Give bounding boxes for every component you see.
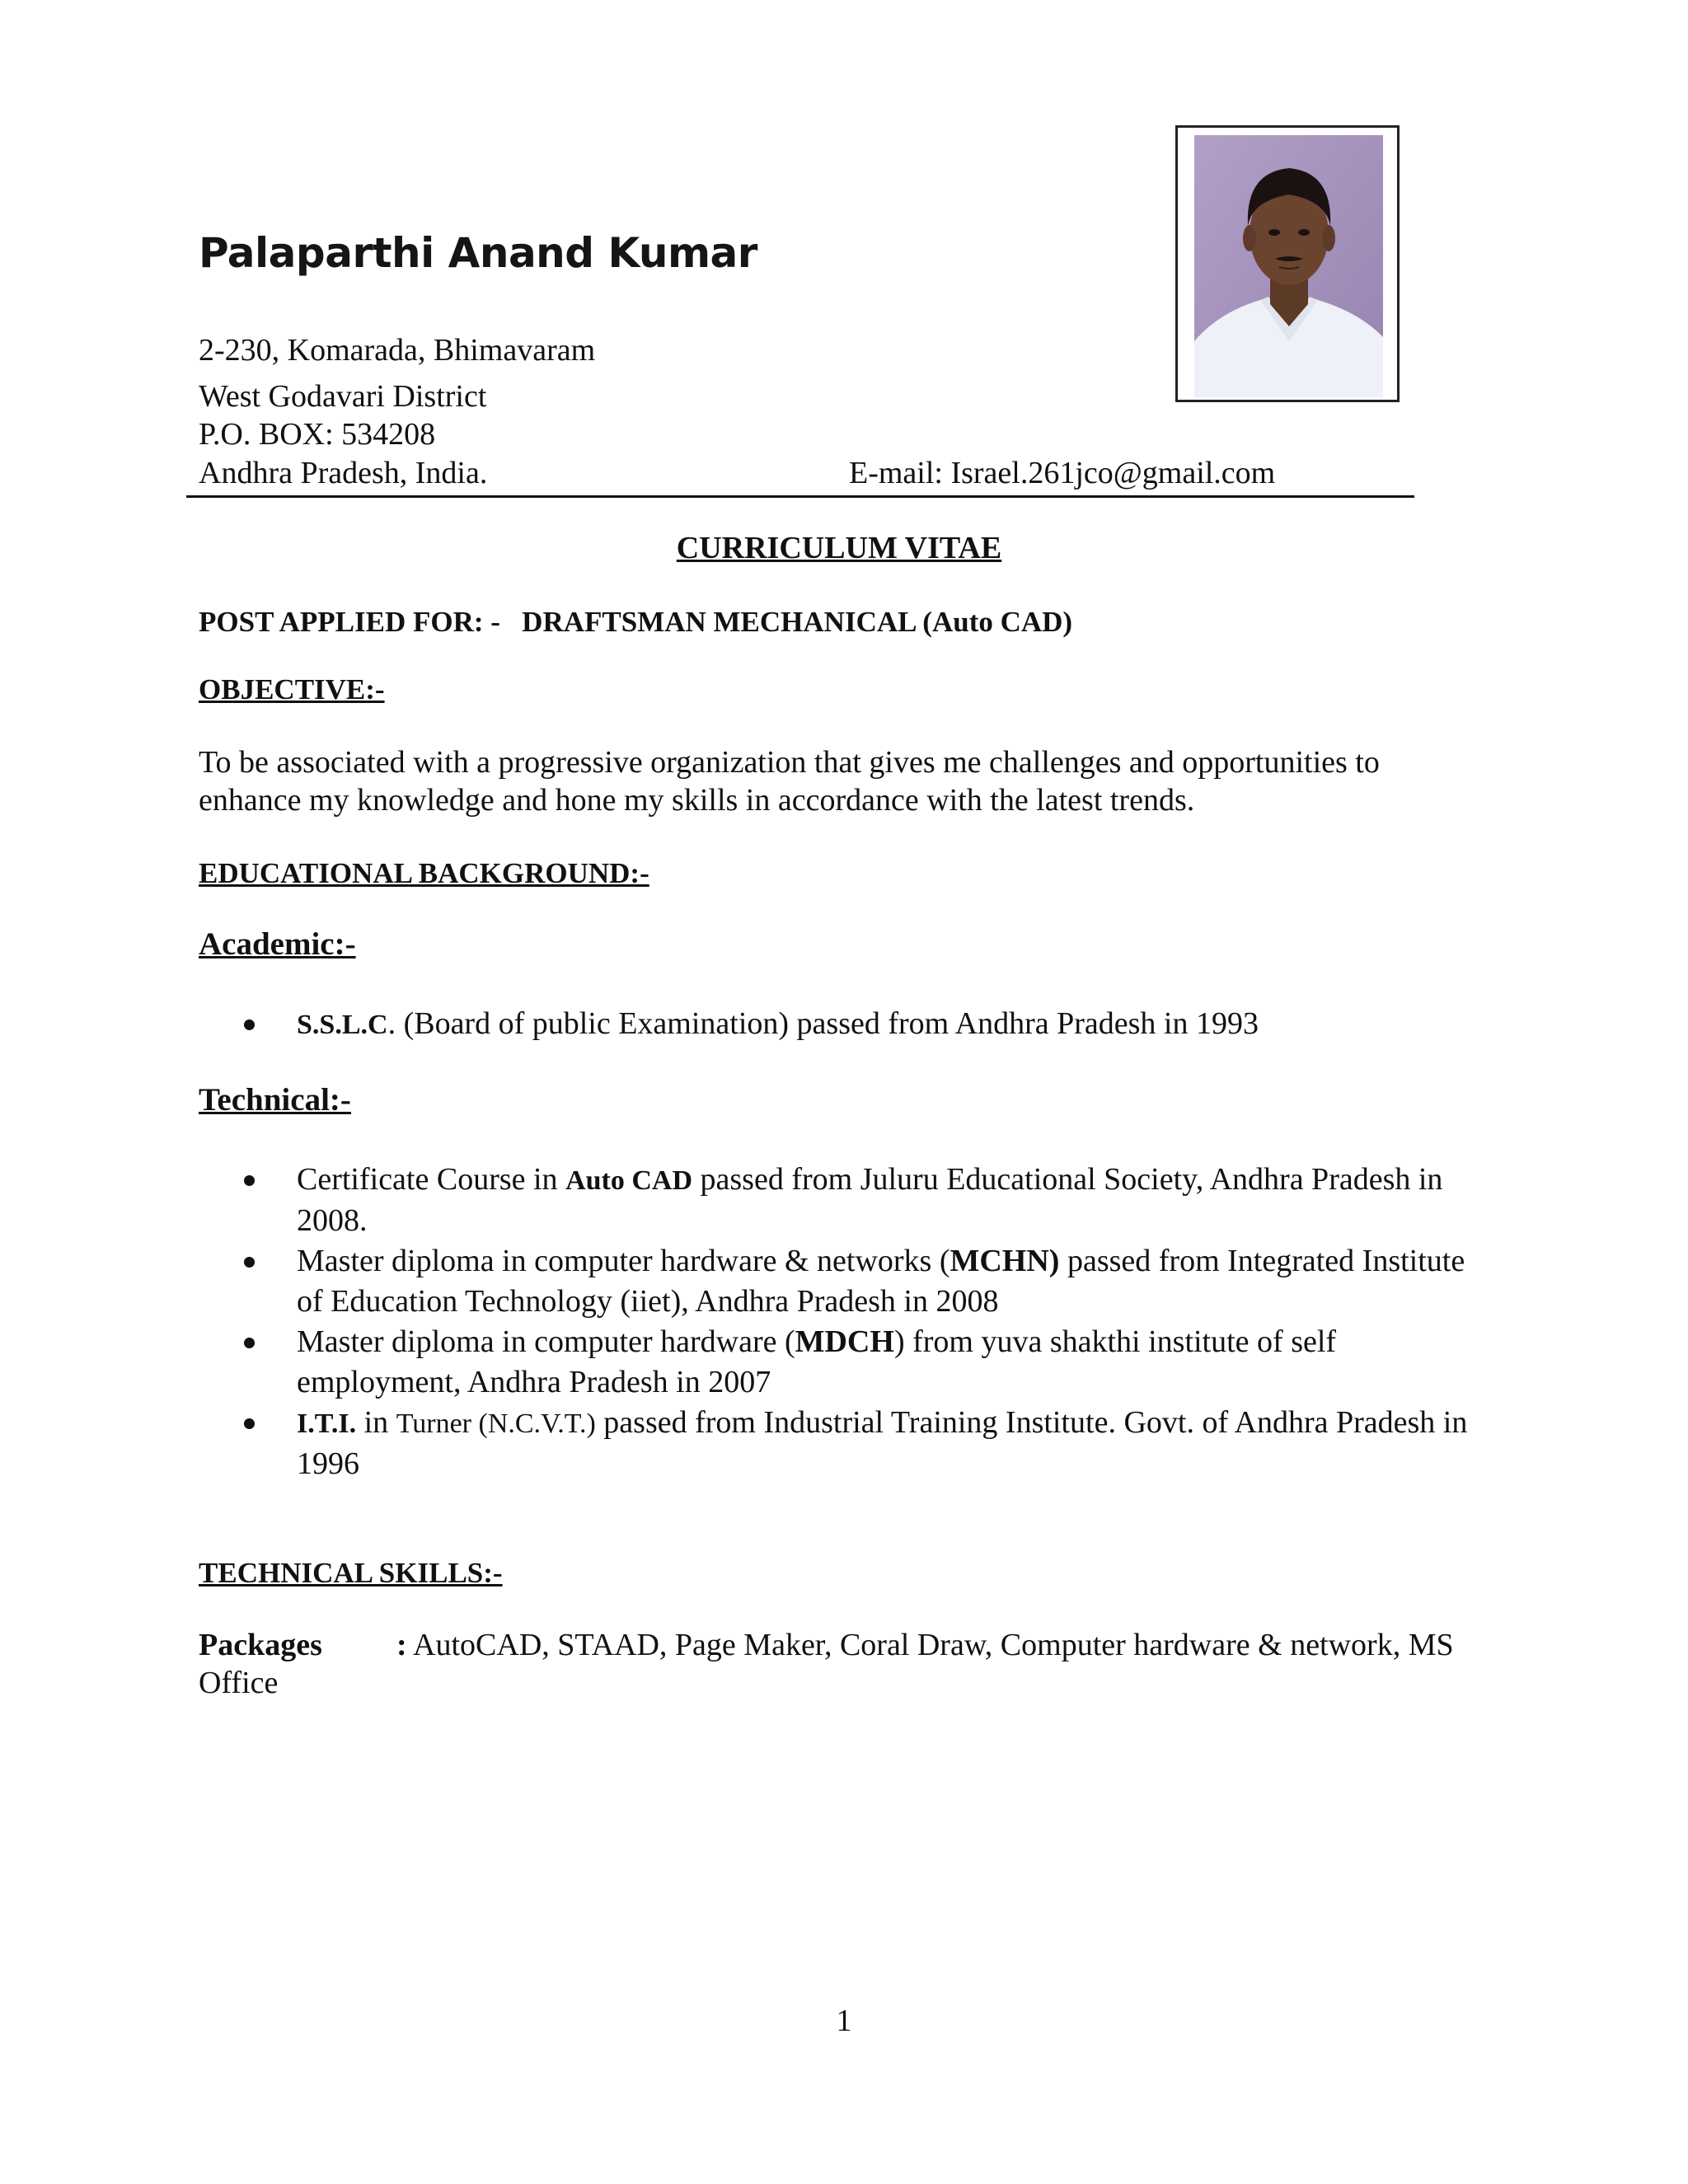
packages-separator: :	[396, 1628, 407, 1662]
address-line-1: 2-230, Komarada, Bhimavaram	[199, 333, 596, 368]
item-text: Master diploma in computer hardware & networks (	[297, 1244, 950, 1278]
list-item	[244, 1403, 1497, 1484]
item-bold: MDCH	[795, 1324, 894, 1359]
portrait-illustration	[1194, 135, 1383, 397]
packages-label: Packages	[199, 1628, 322, 1662]
page-number: 1	[836, 2004, 852, 2038]
post-value: DRAFTSMAN MECHANICAL (Auto CAD)	[522, 606, 1073, 638]
item-bold: I.T.I.	[297, 1408, 357, 1439]
packages-value: AutoCAD, STAAD, Page Maker, Coral Draw, Computer hardware & network, MS Office	[199, 1628, 1454, 1700]
list-item	[244, 1322, 1497, 1403]
education-heading: EDUCATIONAL BACKGROUND:-	[199, 857, 649, 889]
skills-heading: TECHNICAL SKILLS:-	[199, 1557, 503, 1589]
document-title-text: CURRICULUM VITAE	[676, 531, 1002, 565]
bullet-dot-icon	[244, 1019, 255, 1030]
email-address[interactable]: E-mail: Israel.261jco@gmail.com	[849, 456, 1276, 490]
item-text: passed from Integrated Institute of Education Technology (iiet), Andhra Pradesh in 2008	[297, 1244, 1465, 1319]
candidate-name: Palaparthi Anand Kumar	[199, 229, 757, 277]
post-applied	[199, 604, 1072, 640]
bullet-dot-icon	[244, 1418, 255, 1429]
bullet-dot-icon	[244, 1338, 255, 1348]
post-label: POST APPLIED FOR: -	[199, 606, 500, 638]
address-line-3: P.O. BOX: 534208	[199, 417, 436, 452]
objective-text: To be associated with a progressive organization that gives me challenges and opportunities to enhance my knowledge and hone my skills in accordance with the latest trends.	[199, 745, 1380, 818]
address-line-4: Andhra Pradesh, India.	[199, 456, 488, 490]
item-text: passed from Industrial Training Institute. Govt. of Andhra Pradesh in 1996	[297, 1405, 1468, 1481]
objective-heading: OBJECTIVE:-	[199, 673, 385, 705]
bullet-dot-icon	[244, 1257, 255, 1268]
qualification-name: S.S.L.C	[297, 1010, 388, 1040]
address-line-2: West Godavari District	[199, 379, 487, 414]
list-item	[244, 1160, 1497, 1241]
qualification-detail: . (Board of public Examination) passed from Andhra Pradesh in 1993	[387, 1006, 1259, 1041]
list-item	[244, 1241, 1497, 1322]
item-small: Turner (N.C.V.T.)	[396, 1408, 596, 1439]
item-text: ) from yuva shakthi institute of self employment, Andhra Pradesh in 2007	[297, 1324, 1337, 1399]
list-item	[244, 1004, 1497, 1045]
item-bold: Auto CAD	[565, 1165, 693, 1196]
bullet-dot-icon	[244, 1175, 255, 1186]
academic-heading: Academic:-	[199, 926, 356, 962]
technical-heading: Technical:-	[199, 1082, 351, 1118]
item-text: passed from Juluru Educational Society, Andhra Pradesh in 2008.	[297, 1162, 1443, 1238]
item-text: Master diploma in computer hardware (	[297, 1324, 795, 1359]
document-title	[0, 530, 1688, 566]
item-bold: MCHN)	[950, 1244, 1060, 1278]
item-text: in	[356, 1405, 396, 1440]
header-divider	[186, 495, 1414, 498]
academic-list	[244, 1004, 1497, 1045]
item-text: Certificate Course in	[297, 1162, 566, 1197]
packages-line	[199, 1626, 1484, 1702]
technical-list	[244, 1160, 1497, 1484]
candidate-photo	[1194, 135, 1383, 397]
